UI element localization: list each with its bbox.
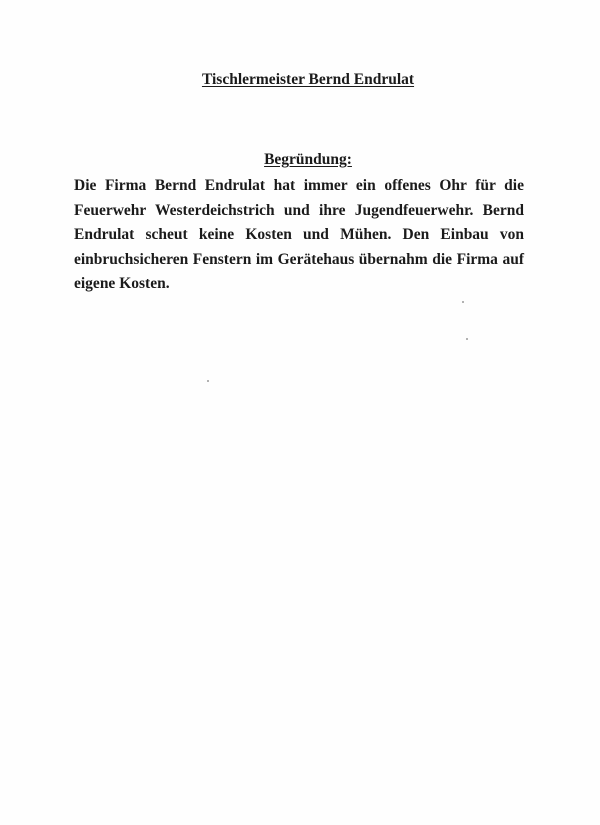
section-heading: Begründung: [264,151,352,168]
body-paragraph: Die Firma Bernd Endrulat hat immer ein offenes Ohr für die Feuerwehr Westerdeichstrich und ihre Jugendfeuerwehr. Bernd Endrulat scheut keine Kosten und Mühen. Den Einbau von einbruchsicheren Fenstern im Gerätehaus übernahm die Firma auf eigene Kosten. [74,177,524,292]
scan-speck [466,338,468,340]
scan-speck [207,380,209,382]
scan-speck [462,301,464,303]
document-title: Tischlermeister Bernd Endrulat [201,71,415,88]
